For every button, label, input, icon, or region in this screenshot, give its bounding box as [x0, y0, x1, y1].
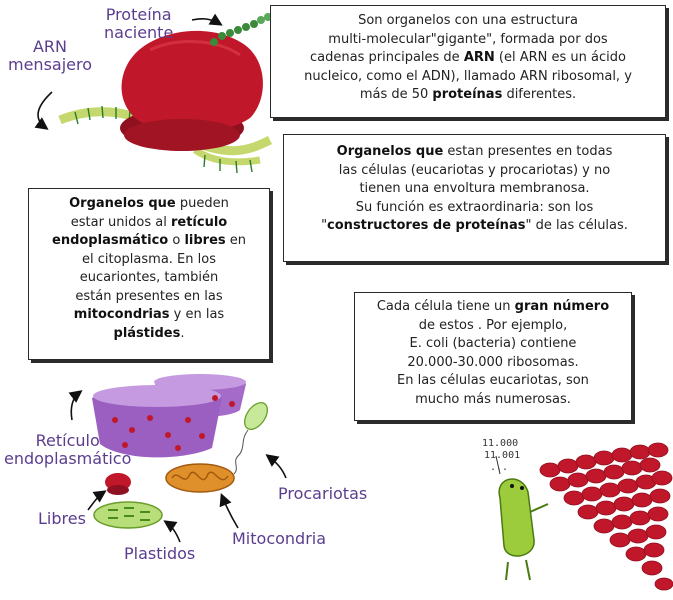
ribosome-pile	[540, 443, 673, 590]
count-dots: ...	[490, 462, 509, 473]
label-libres: Libres	[38, 509, 86, 528]
arrow-proteina	[192, 19, 220, 24]
label-plastidos: Plastidos	[124, 544, 196, 563]
label-procariotas: Procariotas	[278, 484, 368, 503]
arrow-procariotas	[268, 456, 286, 478]
count-number-1: 11.000	[482, 438, 519, 449]
label-mitocondria: Mitocondria	[232, 529, 327, 548]
label-reticulo: Retículo endoplasmático	[4, 431, 132, 468]
arrow-arn	[38, 92, 52, 128]
free-ribosome	[105, 473, 131, 495]
info-box-structure: Son organelos con una estructura multi-molecular"gigante", formada por dos cadenas principales de ARN (el ARN es un ácido nucleico, como el ADN), llamado ARN ribosomal, y más de 50 proteínas diferentes.	[270, 5, 666, 118]
plastid	[94, 502, 162, 528]
bean-character	[496, 456, 548, 580]
info-box-quantity: Cada célula tiene un gran número de estos . Por ejemplo, E. coli (bacteria) contiene 20.000-30.000 ribosomas. En las células eucariotas, son mucho más numerosas.	[354, 292, 632, 421]
arrow-reticulo	[71, 392, 80, 420]
arrow-plastidos	[166, 522, 180, 542]
label-proteina-naciente: Proteína naciente	[104, 5, 174, 42]
ribosome-illustration	[120, 31, 263, 151]
info-box-function: Organelos que estan presentes en todas las células (eucariotas y procariotas) y no tienen una envoltura membranosa. Su función es extraordinaria: son los "constructores de proteínas" de las células.	[283, 134, 666, 262]
count-number-2: 11.001	[484, 450, 521, 461]
info-box-location: Organelos que pueden estar unidos al retículo endoplasmático o libres en el citoplasma. En los eucariontes, también están presentes en las mitocondrias y en las plástides.	[28, 188, 270, 360]
label-arn-mensajero: ARN mensajero	[8, 37, 93, 74]
mitochondrion	[166, 464, 234, 492]
arrow-mitocondria	[222, 496, 238, 528]
